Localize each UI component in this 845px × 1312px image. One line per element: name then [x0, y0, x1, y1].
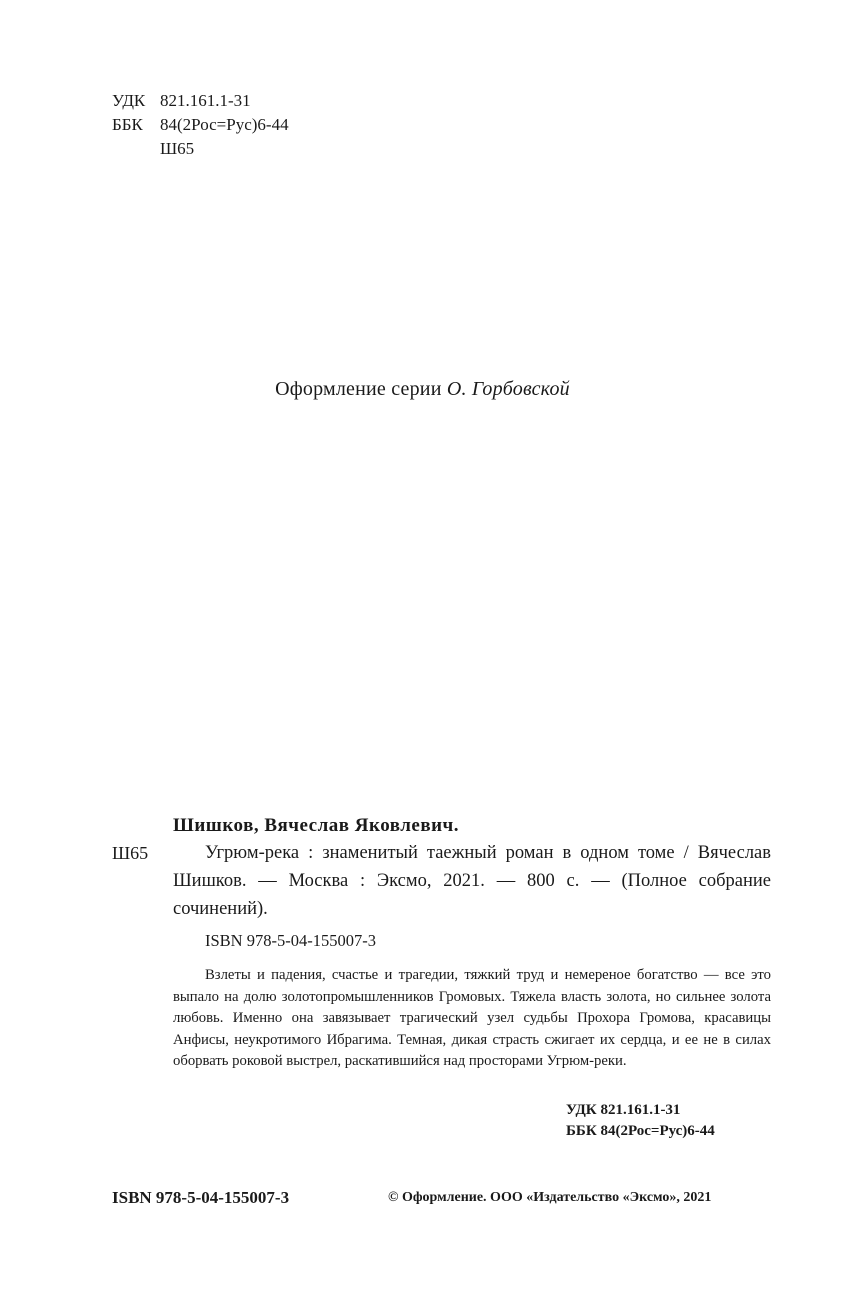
credit-prefix: Оформление серии — [275, 378, 447, 400]
record-bbk: ББК 84(2Рос=Рус)6-44 — [566, 1123, 715, 1139]
author-mark: Ш65 — [160, 139, 195, 158]
series-design-credit — [0, 378, 845, 401]
title-description — [173, 839, 771, 923]
credit-designer: О. Горбовской — [446, 378, 570, 400]
title-line: Угрюм-река : знаменитый таежный роман в одном томе / Вячеслав Шишков. — Москва : Эксмо, 2021. — 800 с. — (Полное собрание сочинений). — [173, 843, 771, 919]
author-heading: Шишков, Вячеслав Яковлевич. — [173, 815, 459, 836]
footer-isbn: ISBN 978-5-04-155007-3 — [112, 1188, 290, 1207]
udk-value: 821.161.1-31 — [160, 91, 251, 110]
bbk-label: ББК — [112, 115, 143, 134]
record-author-mark: Ш65 — [112, 843, 149, 863]
annotation — [173, 965, 771, 1073]
record-classification — [566, 1100, 715, 1142]
udk-label: УДК — [112, 91, 146, 110]
footer-copyright: © Оформление. ООО «Издательство «Эксмо», 2021 — [388, 1190, 712, 1205]
annotation-text: Взлеты и падения, счастье и трагедии, тяжкий труд и немереное богатство — все это выпало на долю золотопромышленников Громовых. Тяжела власть золота, но сильнее золота любовь. Именно она завязывает трагический узел судьбы Прохора Громова, красавицы Анфисы, неукротимого Ибрагима. Темная, дикая страсть сжигает их сердца, и ее не в силах оборвать роковой выстрел, раскатившийся над просторами Угрюм-реки. — [173, 967, 771, 1069]
record-udk: УДК 821.161.1-31 — [566, 1102, 681, 1118]
record-isbn: ISBN 978-5-04-155007-3 — [205, 931, 376, 950]
bbk-value: 84(2Рос=Рус)6-44 — [160, 115, 289, 134]
